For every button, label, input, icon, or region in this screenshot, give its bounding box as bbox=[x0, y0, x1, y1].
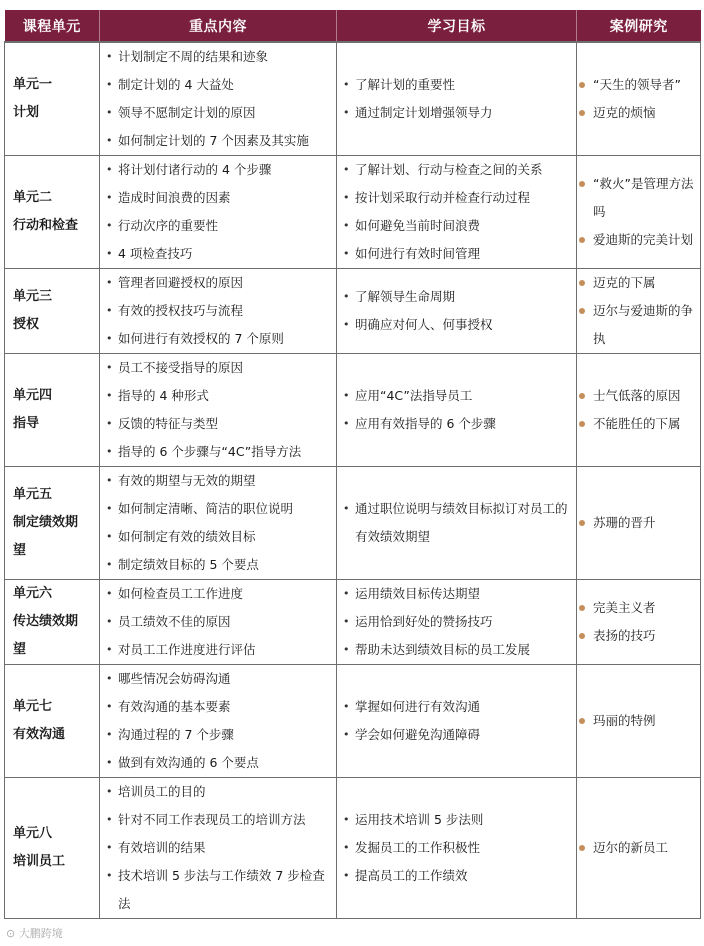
unit-label: 单元二 bbox=[13, 190, 53, 205]
content-item: • 沟通过程的 7 个步骤 bbox=[100, 721, 332, 749]
content-list bbox=[100, 580, 336, 664]
unit-label: 有效沟通 bbox=[13, 727, 66, 742]
unit-label: 单元八 bbox=[13, 826, 53, 841]
content-cell bbox=[100, 580, 337, 665]
header-unit: 课程单元 bbox=[5, 10, 100, 42]
content-item: • 如何检查员工工作进度 bbox=[100, 580, 332, 608]
content-item: • 管理者回避授权的原因 bbox=[100, 269, 332, 297]
goal-item: • 提高员工的工作绩效 bbox=[337, 862, 572, 890]
cases-cell bbox=[577, 156, 701, 269]
cases-list bbox=[577, 170, 700, 254]
case-item: “救火”是管理方法吗 bbox=[577, 170, 696, 226]
unit-label: 单元六 bbox=[13, 586, 53, 601]
goal-item: • 通过制定计划增强领导力 bbox=[337, 99, 572, 127]
goal-item: • 学会如何避免沟通障碍 bbox=[337, 721, 572, 749]
unit-cell bbox=[5, 467, 100, 580]
case-item: 苏珊的晋升 bbox=[577, 509, 696, 537]
unit-cell bbox=[5, 354, 100, 467]
content-list bbox=[100, 778, 336, 918]
content-list bbox=[100, 467, 336, 579]
cases-list bbox=[577, 509, 700, 537]
goal-item: • 发掘员工的工作积极性 bbox=[337, 834, 572, 862]
content-item: • 计划制定不周的结果和迹象 bbox=[100, 43, 332, 71]
content-item: • 如何制定计划的 7 个因素及其实施 bbox=[100, 127, 332, 155]
cases-list bbox=[577, 71, 700, 127]
unit-label: 行动和检查 bbox=[13, 218, 79, 233]
content-item: • 如何制定有效的绩效目标 bbox=[100, 523, 332, 551]
goals-list bbox=[337, 693, 576, 749]
cases-list bbox=[577, 269, 700, 353]
goals-list bbox=[337, 382, 576, 438]
goal-item: • 如何进行有效时间管理 bbox=[337, 240, 572, 268]
unit-cell bbox=[5, 778, 100, 919]
case-item: “天生的领导者” bbox=[577, 71, 696, 99]
header-row bbox=[5, 10, 701, 42]
watermark-icon: ⊙ bbox=[6, 927, 16, 940]
goal-item: • 掌握如何进行有效沟通 bbox=[337, 693, 572, 721]
content-list bbox=[100, 354, 336, 466]
unit-label: 单元七 bbox=[13, 699, 53, 714]
case-item: 迈克的烦恼 bbox=[577, 99, 696, 127]
unit-label: 单元五 bbox=[13, 487, 53, 502]
content-item: • 反馈的特征与类型 bbox=[100, 410, 332, 438]
content-item: • 造成时间浪费的因素 bbox=[100, 184, 332, 212]
table-row bbox=[5, 778, 701, 919]
content-cell bbox=[100, 665, 337, 778]
unit-cell bbox=[5, 269, 100, 354]
case-item: 不能胜任的下属 bbox=[577, 410, 696, 438]
content-list bbox=[100, 269, 336, 353]
content-item: • 制定绩效目标的 5 个要点 bbox=[100, 551, 332, 579]
watermark-text: 大鹏跨境 bbox=[18, 927, 63, 940]
goals-cell bbox=[337, 354, 577, 467]
goals-list bbox=[337, 283, 576, 339]
content-cell bbox=[100, 467, 337, 580]
goal-item: • 通过职位说明与绩效目标拟订对员工的有效绩效期望 bbox=[337, 495, 572, 551]
table-body bbox=[5, 42, 701, 919]
goals-cell bbox=[337, 156, 577, 269]
content-item: • 有效的期望与无效的期望 bbox=[100, 467, 332, 495]
goals-cell bbox=[337, 580, 577, 665]
header-goals: 学习目标 bbox=[337, 10, 577, 42]
goal-item: • 应用有效指导的 6 个步骤 bbox=[337, 410, 572, 438]
case-item: 迈克的下属 bbox=[577, 269, 696, 297]
unit-label: 计划 bbox=[13, 105, 40, 120]
cases-cell bbox=[577, 467, 701, 580]
goal-item: • 了解计划的重要性 bbox=[337, 71, 572, 99]
unit-label: 单元四 bbox=[13, 388, 53, 403]
cases-cell bbox=[577, 665, 701, 778]
unit-label: 望 bbox=[13, 642, 27, 657]
content-item: • 领导不愿制定计划的原因 bbox=[100, 99, 332, 127]
goal-item: • 运用恰到好处的赞扬技巧 bbox=[337, 608, 572, 636]
case-item: 表扬的技巧 bbox=[577, 622, 696, 650]
table-row bbox=[5, 354, 701, 467]
content-item: • 哪些情况会妨碍沟通 bbox=[100, 665, 332, 693]
case-item: 爱迪斯的完美计划 bbox=[577, 226, 696, 254]
cases-list bbox=[577, 707, 700, 735]
content-cell bbox=[100, 778, 337, 919]
cases-list bbox=[577, 594, 700, 650]
content-item: • 如何进行有效授权的 7 个原则 bbox=[100, 325, 332, 353]
unit-cell bbox=[5, 42, 100, 156]
goals-cell bbox=[337, 665, 577, 778]
header-cases: 案例研究 bbox=[577, 10, 701, 42]
content-item: • 员工不接受指导的原因 bbox=[100, 354, 332, 382]
cases-cell bbox=[577, 269, 701, 354]
content-item: • 对员工工作进度进行评估 bbox=[100, 636, 332, 664]
goal-item: • 了解领导生命周期 bbox=[337, 283, 572, 311]
unit-label: 培训员工 bbox=[13, 854, 66, 869]
goals-list bbox=[337, 806, 576, 890]
content-list bbox=[100, 156, 336, 268]
table-row bbox=[5, 269, 701, 354]
content-item: • 指导的 4 种形式 bbox=[100, 382, 332, 410]
unit-cell bbox=[5, 665, 100, 778]
content-item: • 技术培训 5 步法与工作绩效 7 步检查法 bbox=[100, 862, 332, 918]
goal-item: • 按计划采取行动并检查行动过程 bbox=[337, 184, 572, 212]
content-item: • 行动次序的重要性 bbox=[100, 212, 332, 240]
header-content: 重点内容 bbox=[100, 10, 337, 42]
content-cell bbox=[100, 354, 337, 467]
content-item: • 有效沟通的基本要素 bbox=[100, 693, 332, 721]
table-row bbox=[5, 665, 701, 778]
unit-label: 指导 bbox=[13, 416, 40, 431]
cases-list bbox=[577, 382, 700, 438]
unit-cell bbox=[5, 580, 100, 665]
unit-label: 传达绩效期 bbox=[13, 614, 79, 629]
unit-label: 制定绩效期 bbox=[13, 515, 79, 530]
goals-cell bbox=[337, 42, 577, 156]
content-item: • 制定计划的 4 大益处 bbox=[100, 71, 332, 99]
cases-cell bbox=[577, 354, 701, 467]
case-item: 完美主义者 bbox=[577, 594, 696, 622]
content-item: • 针对不同工作表现员工的培训方法 bbox=[100, 806, 332, 834]
content-item: • 有效的授权技巧与流程 bbox=[100, 297, 332, 325]
content-item: • 培训员工的目的 bbox=[100, 778, 332, 806]
unit-label: 授权 bbox=[13, 317, 40, 332]
table-row bbox=[5, 467, 701, 580]
content-item: • 如何制定清晰、简洁的职位说明 bbox=[100, 495, 332, 523]
goals-cell bbox=[337, 778, 577, 919]
content-item: • 员工绩效不佳的原因 bbox=[100, 608, 332, 636]
content-cell bbox=[100, 156, 337, 269]
cases-cell bbox=[577, 778, 701, 919]
goal-item: • 应用“4C”法指导员工 bbox=[337, 382, 572, 410]
goal-item: • 运用绩效目标传达期望 bbox=[337, 580, 572, 608]
table-row bbox=[5, 156, 701, 269]
content-list bbox=[100, 43, 336, 155]
goal-item: • 如何避免当前时间浪费 bbox=[337, 212, 572, 240]
unit-label: 望 bbox=[13, 543, 27, 558]
case-item: 士气低落的原因 bbox=[577, 382, 696, 410]
goals-list bbox=[337, 156, 576, 268]
case-item: 玛丽的特例 bbox=[577, 707, 696, 735]
goals-cell bbox=[337, 269, 577, 354]
cases-cell bbox=[577, 42, 701, 156]
watermark bbox=[6, 925, 63, 941]
goal-item: • 了解计划、行动与检查之间的关系 bbox=[337, 156, 572, 184]
table-row bbox=[5, 580, 701, 665]
goals-cell bbox=[337, 467, 577, 580]
goal-item: • 明确应对何人、何事授权 bbox=[337, 311, 572, 339]
case-item: 迈尔的新员工 bbox=[577, 834, 696, 862]
content-item: • 4 项检查技巧 bbox=[100, 240, 332, 268]
goals-list bbox=[337, 580, 576, 664]
case-item: 迈尔与爱迪斯的争执 bbox=[577, 297, 696, 353]
unit-label: 单元一 bbox=[13, 77, 53, 92]
unit-cell bbox=[5, 156, 100, 269]
goal-item: • 帮助未达到绩效目标的员工发展 bbox=[337, 636, 572, 664]
content-item: • 将计划付诸行动的 4 个步骤 bbox=[100, 156, 332, 184]
goal-item: • 运用技术培训 5 步法则 bbox=[337, 806, 572, 834]
content-cell bbox=[100, 42, 337, 156]
goals-list bbox=[337, 71, 576, 127]
goals-list bbox=[337, 495, 576, 551]
cases-cell bbox=[577, 580, 701, 665]
content-item: • 指导的 6 个步骤与“4C”指导方法 bbox=[100, 438, 332, 466]
table-row bbox=[5, 42, 701, 156]
unit-label: 单元三 bbox=[13, 289, 53, 304]
cases-list bbox=[577, 834, 700, 862]
content-cell bbox=[100, 269, 337, 354]
content-item: • 有效培训的结果 bbox=[100, 834, 332, 862]
content-list bbox=[100, 665, 336, 777]
course-table bbox=[4, 10, 701, 919]
content-item: • 做到有效沟通的 6 个要点 bbox=[100, 749, 332, 777]
